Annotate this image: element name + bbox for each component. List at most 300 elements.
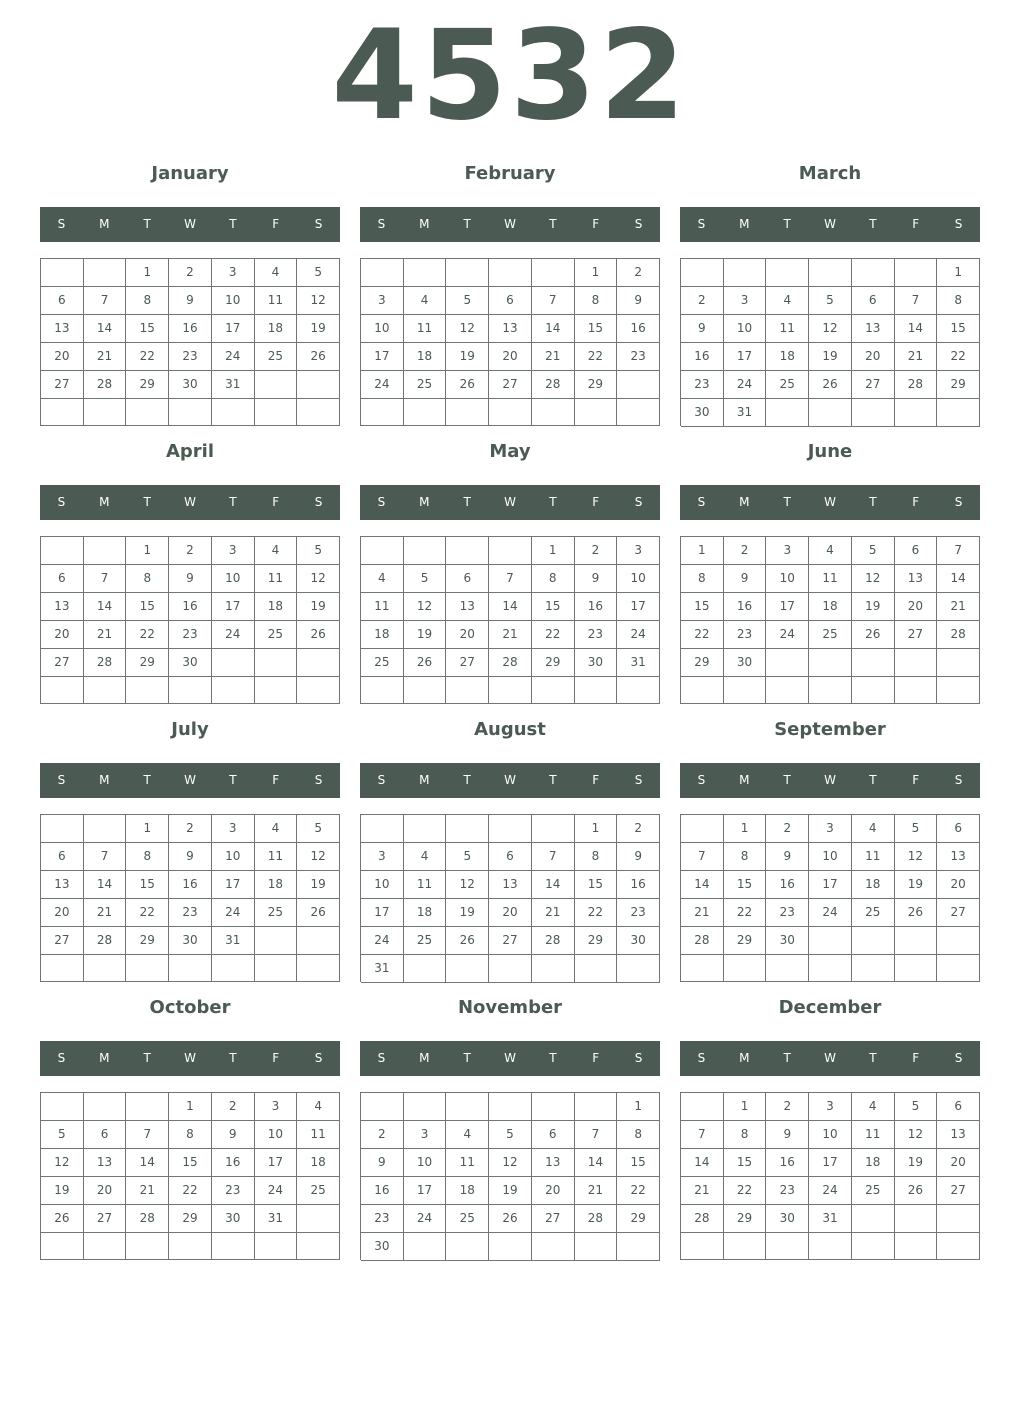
- day-cell: 14: [532, 871, 575, 899]
- weekday-label: W: [184, 217, 196, 231]
- empty-day-cell: [937, 955, 980, 982]
- day-cell: 21: [532, 899, 575, 927]
- weekday-label: T: [549, 773, 557, 787]
- month-june: [680, 430, 980, 708]
- day-cell: 18: [446, 1177, 489, 1205]
- month-name: March: [798, 163, 862, 184]
- day-cell: 25: [766, 371, 809, 399]
- empty-day-cell: [724, 259, 767, 287]
- days-grid: [360, 814, 660, 982]
- day-cell: 12: [852, 565, 895, 593]
- day-cell: 21: [84, 343, 127, 371]
- month-september: [680, 708, 980, 986]
- day-cell: 30: [617, 927, 660, 955]
- day-cell: 7: [681, 843, 724, 871]
- month-name: October: [149, 997, 231, 1018]
- day-cell: 26: [297, 899, 340, 927]
- empty-day-cell: [617, 1233, 660, 1261]
- day-cell: 19: [404, 621, 447, 649]
- day-cell: 23: [169, 343, 212, 371]
- day-cell: 20: [852, 343, 895, 371]
- day-cell: 8: [532, 565, 575, 593]
- empty-day-cell: [489, 399, 532, 426]
- weekday-label: W: [824, 1051, 836, 1065]
- weekday-label: F: [272, 217, 280, 231]
- day-cell: 30: [766, 1205, 809, 1233]
- weekday-label: M: [739, 495, 750, 509]
- day-cell: 2: [169, 815, 212, 843]
- days-grid: [680, 258, 980, 426]
- day-cell: 28: [532, 927, 575, 955]
- weekday-label: T: [463, 773, 471, 787]
- day-cell: 16: [724, 593, 767, 621]
- weekday-label: S: [57, 217, 66, 231]
- weekday-label: M: [419, 1051, 430, 1065]
- empty-day-cell: [895, 677, 938, 704]
- empty-day-cell: [84, 1093, 127, 1121]
- weekday-label: S: [57, 1051, 66, 1065]
- day-cell: 18: [852, 1149, 895, 1177]
- day-cell: 13: [41, 315, 84, 343]
- empty-day-cell: [255, 1233, 298, 1260]
- day-cell: 17: [809, 871, 852, 899]
- weekday-label: S: [314, 495, 323, 509]
- weekday-label: M: [419, 217, 430, 231]
- empty-day-cell: [895, 955, 938, 982]
- empty-day-cell: [852, 677, 895, 704]
- day-cell: 3: [809, 1093, 852, 1121]
- month-name: July: [171, 719, 209, 740]
- month-august: [360, 708, 660, 986]
- empty-day-cell: [255, 371, 298, 399]
- empty-day-cell: [297, 649, 340, 677]
- day-cell: 28: [681, 927, 724, 955]
- day-cell: 9: [724, 565, 767, 593]
- day-cell: 3: [212, 259, 255, 287]
- empty-day-cell: [446, 955, 489, 983]
- day-cell: 29: [532, 649, 575, 677]
- day-cell: 7: [84, 565, 127, 593]
- empty-day-cell: [404, 815, 447, 843]
- weekday-label: S: [954, 495, 963, 509]
- month-name: August: [474, 719, 546, 740]
- weekday-label: T: [143, 217, 151, 231]
- days-grid: [680, 536, 980, 704]
- empty-day-cell: [681, 815, 724, 843]
- weekday-label: F: [592, 773, 600, 787]
- day-cell: 11: [255, 843, 298, 871]
- day-cell: 14: [895, 315, 938, 343]
- empty-day-cell: [404, 537, 447, 565]
- day-cell: 16: [617, 315, 660, 343]
- empty-day-cell: [169, 955, 212, 982]
- empty-day-cell: [489, 259, 532, 287]
- day-cell: 6: [852, 287, 895, 315]
- empty-day-cell: [297, 677, 340, 704]
- day-cell: 10: [809, 843, 852, 871]
- day-cell: 25: [809, 621, 852, 649]
- day-cell: 8: [724, 843, 767, 871]
- weekday-label: M: [99, 1051, 110, 1065]
- day-cell: 18: [255, 871, 298, 899]
- day-cell: 2: [212, 1093, 255, 1121]
- day-cell: 28: [681, 1205, 724, 1233]
- day-cell: 28: [84, 927, 127, 955]
- empty-day-cell: [766, 677, 809, 704]
- day-cell: 3: [724, 287, 767, 315]
- empty-day-cell: [41, 677, 84, 704]
- empty-day-cell: [41, 1233, 84, 1260]
- empty-day-cell: [895, 259, 938, 287]
- weekday-label: T: [463, 495, 471, 509]
- empty-day-cell: [84, 677, 127, 704]
- weekday-label: F: [272, 1051, 280, 1065]
- day-cell: 9: [617, 843, 660, 871]
- day-cell: 21: [84, 621, 127, 649]
- month-november: [360, 986, 660, 1264]
- day-cell: 17: [361, 899, 404, 927]
- day-cell: 2: [617, 815, 660, 843]
- day-cell: 24: [255, 1177, 298, 1205]
- empty-day-cell: [937, 1205, 980, 1233]
- day-cell: 13: [446, 593, 489, 621]
- days-grid: [360, 536, 660, 704]
- day-cell: 12: [489, 1149, 532, 1177]
- day-cell: 14: [532, 315, 575, 343]
- empty-day-cell: [84, 399, 127, 426]
- weekday-label: W: [184, 495, 196, 509]
- day-cell: 21: [681, 1177, 724, 1205]
- day-cell: 13: [852, 315, 895, 343]
- day-cell: 21: [126, 1177, 169, 1205]
- empty-day-cell: [126, 955, 169, 982]
- day-cell: 13: [489, 315, 532, 343]
- weekday-label: S: [634, 773, 643, 787]
- weekday-label: W: [504, 217, 516, 231]
- empty-day-cell: [575, 677, 618, 704]
- empty-day-cell: [404, 1093, 447, 1121]
- weekday-label: W: [504, 773, 516, 787]
- day-cell: 13: [895, 565, 938, 593]
- month-october: [40, 986, 340, 1264]
- day-cell: 9: [575, 565, 618, 593]
- year-title: 4532: [331, 4, 689, 148]
- empty-day-cell: [126, 1233, 169, 1260]
- weekday-label: S: [697, 217, 706, 231]
- empty-day-cell: [297, 927, 340, 955]
- day-cell: 17: [212, 593, 255, 621]
- empty-day-cell: [937, 649, 980, 677]
- day-cell: 2: [169, 259, 212, 287]
- empty-day-cell: [446, 677, 489, 704]
- weekday-label: W: [504, 495, 516, 509]
- day-cell: 27: [489, 371, 532, 399]
- weekday-label: T: [783, 1051, 791, 1065]
- day-cell: 4: [255, 259, 298, 287]
- empty-day-cell: [895, 1205, 938, 1233]
- day-cell: 7: [84, 287, 127, 315]
- empty-day-cell: [681, 259, 724, 287]
- day-cell: 9: [361, 1149, 404, 1177]
- empty-day-cell: [212, 677, 255, 704]
- day-cell: 20: [937, 871, 980, 899]
- month-name: May: [489, 441, 531, 462]
- empty-day-cell: [489, 1233, 532, 1261]
- day-cell: 30: [681, 399, 724, 427]
- day-cell: 30: [212, 1205, 255, 1233]
- day-cell: 31: [617, 649, 660, 677]
- day-cell: 21: [681, 899, 724, 927]
- day-cell: 26: [297, 621, 340, 649]
- day-cell: 14: [84, 315, 127, 343]
- day-cell: 17: [617, 593, 660, 621]
- empty-day-cell: [852, 955, 895, 982]
- day-cell: 13: [489, 871, 532, 899]
- day-cell: 20: [446, 621, 489, 649]
- day-cell: 8: [126, 565, 169, 593]
- day-cell: 1: [169, 1093, 212, 1121]
- day-cell: 8: [724, 1121, 767, 1149]
- day-cell: 16: [681, 343, 724, 371]
- day-cell: 28: [532, 371, 575, 399]
- empty-day-cell: [212, 1233, 255, 1260]
- empty-day-cell: [446, 399, 489, 426]
- day-cell: 22: [724, 1177, 767, 1205]
- day-cell: 11: [255, 565, 298, 593]
- day-cell: 19: [297, 315, 340, 343]
- weekday-label: T: [869, 773, 877, 787]
- day-cell: 30: [575, 649, 618, 677]
- day-cell: 7: [84, 843, 127, 871]
- day-cell: 30: [169, 927, 212, 955]
- day-cell: 7: [681, 1121, 724, 1149]
- empty-day-cell: [766, 649, 809, 677]
- day-cell: 15: [724, 1149, 767, 1177]
- day-cell: 22: [681, 621, 724, 649]
- day-cell: 15: [126, 593, 169, 621]
- day-cell: 24: [766, 621, 809, 649]
- day-cell: 10: [809, 1121, 852, 1149]
- weekday-label: S: [377, 495, 386, 509]
- days-grid: [40, 814, 340, 982]
- month-january: [40, 152, 340, 430]
- weekday-label: T: [869, 1051, 877, 1065]
- day-cell: 1: [937, 259, 980, 287]
- day-cell: 18: [404, 343, 447, 371]
- day-cell: 28: [937, 621, 980, 649]
- empty-day-cell: [895, 399, 938, 427]
- day-cell: 10: [404, 1149, 447, 1177]
- days-grid: [40, 258, 340, 426]
- day-cell: 23: [724, 621, 767, 649]
- day-cell: 22: [617, 1177, 660, 1205]
- day-cell: 11: [404, 871, 447, 899]
- day-cell: 12: [446, 871, 489, 899]
- day-cell: 3: [766, 537, 809, 565]
- day-cell: 18: [766, 343, 809, 371]
- weekday-header: [360, 207, 660, 242]
- day-cell: 5: [489, 1121, 532, 1149]
- empty-day-cell: [489, 537, 532, 565]
- empty-day-cell: [809, 955, 852, 982]
- weekday-header: [40, 1041, 340, 1076]
- empty-day-cell: [532, 955, 575, 983]
- day-cell: 7: [489, 565, 532, 593]
- day-cell: 9: [169, 565, 212, 593]
- day-cell: 17: [809, 1149, 852, 1177]
- day-cell: 1: [681, 537, 724, 565]
- day-cell: 7: [126, 1121, 169, 1149]
- weekday-label: S: [314, 773, 323, 787]
- day-cell: 31: [212, 371, 255, 399]
- weekday-label: F: [912, 773, 920, 787]
- weekday-label: M: [419, 495, 430, 509]
- day-cell: 24: [724, 371, 767, 399]
- day-cell: 30: [169, 649, 212, 677]
- day-cell: 18: [255, 315, 298, 343]
- day-cell: 5: [809, 287, 852, 315]
- day-cell: 24: [617, 621, 660, 649]
- day-cell: 19: [852, 593, 895, 621]
- day-cell: 1: [617, 1093, 660, 1121]
- day-cell: 26: [809, 371, 852, 399]
- weekday-label: F: [912, 217, 920, 231]
- day-cell: 3: [617, 537, 660, 565]
- weekday-label: T: [869, 217, 877, 231]
- empty-day-cell: [681, 955, 724, 982]
- day-cell: 25: [255, 343, 298, 371]
- day-cell: 23: [169, 899, 212, 927]
- empty-day-cell: [681, 677, 724, 704]
- empty-day-cell: [212, 955, 255, 982]
- weekday-label: S: [954, 217, 963, 231]
- day-cell: 4: [766, 287, 809, 315]
- empty-day-cell: [809, 927, 852, 955]
- day-cell: 29: [126, 371, 169, 399]
- empty-day-cell: [809, 677, 852, 704]
- day-cell: 4: [852, 815, 895, 843]
- day-cell: 22: [169, 1177, 212, 1205]
- day-cell: 23: [681, 371, 724, 399]
- day-cell: 13: [937, 843, 980, 871]
- day-cell: 29: [617, 1205, 660, 1233]
- empty-day-cell: [361, 399, 404, 426]
- empty-day-cell: [575, 955, 618, 983]
- day-cell: 12: [446, 315, 489, 343]
- day-cell: 16: [169, 871, 212, 899]
- day-cell: 16: [617, 871, 660, 899]
- day-cell: 17: [361, 343, 404, 371]
- weekday-label: S: [377, 1051, 386, 1065]
- empty-day-cell: [895, 1233, 938, 1260]
- days-grid: [360, 258, 660, 426]
- weekday-header: [360, 763, 660, 798]
- empty-day-cell: [169, 1233, 212, 1260]
- empty-day-cell: [212, 649, 255, 677]
- day-cell: 7: [575, 1121, 618, 1149]
- day-cell: 2: [681, 287, 724, 315]
- day-cell: 24: [361, 371, 404, 399]
- weekday-label: T: [549, 217, 557, 231]
- weekday-label: F: [272, 495, 280, 509]
- day-cell: 22: [724, 899, 767, 927]
- day-cell: 14: [681, 871, 724, 899]
- day-cell: 25: [297, 1177, 340, 1205]
- day-cell: 11: [361, 593, 404, 621]
- months-grid: [40, 152, 980, 1264]
- days-grid: [360, 1092, 660, 1260]
- empty-day-cell: [255, 399, 298, 426]
- day-cell: 19: [446, 343, 489, 371]
- month-name: April: [165, 441, 215, 462]
- month-name: January: [151, 163, 229, 184]
- empty-day-cell: [361, 677, 404, 704]
- day-cell: 10: [212, 565, 255, 593]
- day-cell: 31: [212, 927, 255, 955]
- empty-day-cell: [937, 927, 980, 955]
- weekday-label: M: [419, 773, 430, 787]
- day-cell: 9: [169, 287, 212, 315]
- day-cell: 26: [895, 899, 938, 927]
- day-cell: 10: [361, 871, 404, 899]
- day-cell: 12: [809, 315, 852, 343]
- empty-day-cell: [617, 677, 660, 704]
- day-cell: 28: [84, 649, 127, 677]
- day-cell: 3: [361, 287, 404, 315]
- month-name: December: [778, 997, 882, 1018]
- day-cell: 10: [724, 315, 767, 343]
- weekday-header: [40, 763, 340, 798]
- empty-day-cell: [575, 1233, 618, 1261]
- weekday-label: M: [739, 773, 750, 787]
- day-cell: 20: [41, 621, 84, 649]
- day-cell: 1: [126, 815, 169, 843]
- weekday-label: S: [954, 773, 963, 787]
- day-cell: 8: [575, 843, 618, 871]
- month-name: September: [774, 719, 886, 740]
- day-cell: 24: [212, 343, 255, 371]
- month-name: June: [807, 441, 853, 462]
- empty-day-cell: [126, 677, 169, 704]
- weekday-header: [680, 1041, 980, 1076]
- day-cell: 4: [404, 287, 447, 315]
- empty-day-cell: [361, 1093, 404, 1121]
- weekday-label: F: [912, 495, 920, 509]
- weekday-label: W: [824, 495, 836, 509]
- day-cell: 23: [575, 621, 618, 649]
- day-cell: 27: [41, 927, 84, 955]
- day-cell: 16: [169, 593, 212, 621]
- day-cell: 18: [852, 871, 895, 899]
- empty-day-cell: [297, 1205, 340, 1233]
- day-cell: 15: [681, 593, 724, 621]
- day-cell: 16: [361, 1177, 404, 1205]
- day-cell: 14: [937, 565, 980, 593]
- empty-day-cell: [489, 815, 532, 843]
- empty-day-cell: [852, 399, 895, 427]
- empty-day-cell: [575, 1093, 618, 1121]
- empty-day-cell: [446, 537, 489, 565]
- day-cell: 1: [126, 259, 169, 287]
- month-march: [680, 152, 980, 430]
- day-cell: 4: [852, 1093, 895, 1121]
- empty-day-cell: [446, 259, 489, 287]
- day-cell: 24: [809, 1177, 852, 1205]
- day-cell: 4: [297, 1093, 340, 1121]
- day-cell: 4: [255, 537, 298, 565]
- day-cell: 9: [169, 843, 212, 871]
- day-cell: 9: [766, 843, 809, 871]
